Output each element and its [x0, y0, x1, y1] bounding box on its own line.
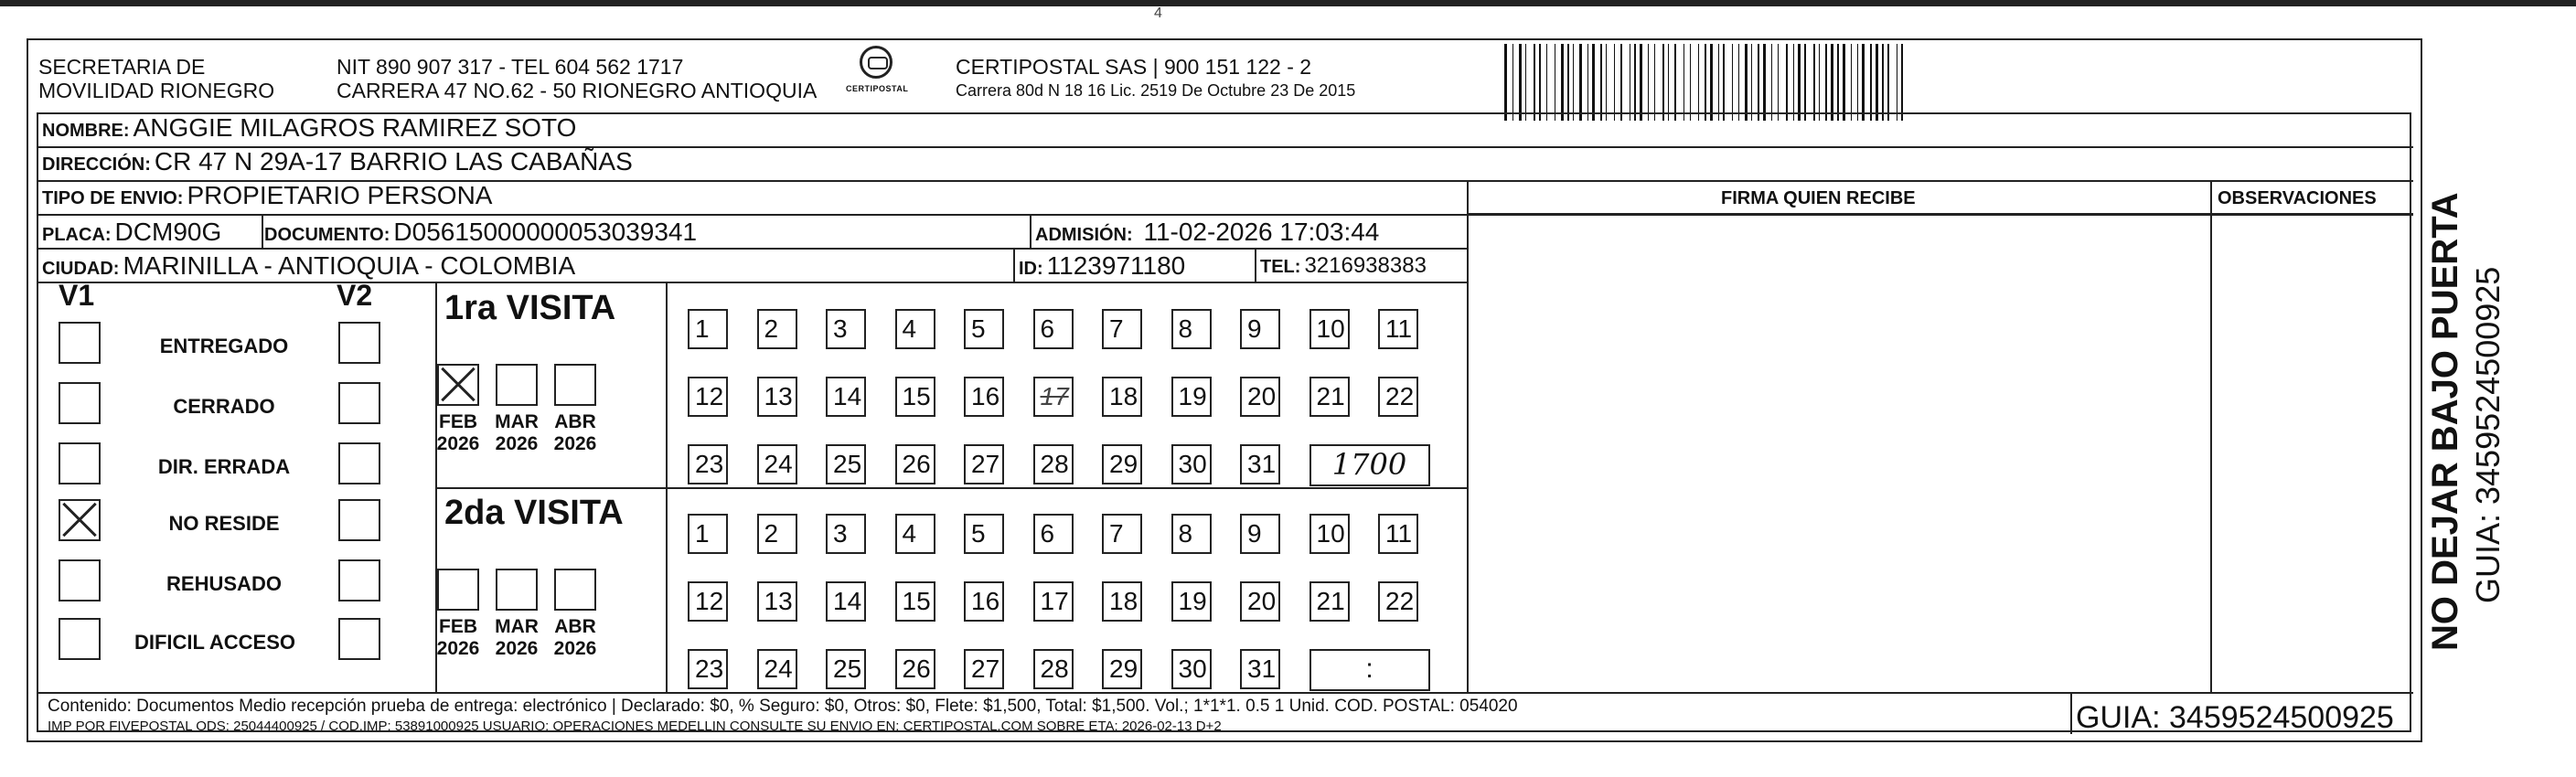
month-name: ABR — [554, 616, 596, 637]
visit-0-day-10[interactable]: 10 — [1309, 309, 1350, 349]
direccion-label: DIRECCIÓN: — [42, 154, 151, 175]
side-warning: NO DEJAR BAJO PUERTA — [2425, 192, 2465, 651]
id-label: ID: — [1019, 259, 1043, 279]
firma-left-border — [1467, 182, 1469, 692]
visit-0-day-28[interactable]: 28 — [1033, 444, 1074, 484]
status-label-1: CERRADO — [173, 395, 275, 418]
visit-1-month-label-0 — [433, 616, 483, 660]
visit-0-day-3[interactable]: 3 — [826, 309, 866, 349]
visit-1-day-1[interactable]: 1 — [688, 514, 728, 554]
visit-1-day-8[interactable]: 8 — [1171, 514, 1212, 554]
v1-header: V1 — [59, 279, 95, 312]
status-label-0: ENTREGADO — [159, 335, 289, 357]
courier-line-2: Carrera 80d N 18 16 Lic. 2519 De Octubre 23 De 2015 — [956, 81, 1356, 100]
month-name: FEB — [439, 411, 477, 432]
visit-1-day-12[interactable]: 12 — [688, 581, 728, 622]
visit-0-day-13[interactable]: 13 — [757, 377, 797, 417]
visit-1-day-21[interactable]: 21 — [1309, 581, 1350, 622]
visit-0-month-label-2 — [550, 411, 600, 455]
month-year: 2026 — [436, 433, 480, 454]
footer-top-line — [38, 692, 2413, 694]
visit-0-day-2[interactable]: 2 — [757, 309, 797, 349]
placa-field — [42, 218, 221, 249]
v2-checkbox-3[interactable] — [338, 499, 380, 541]
v2-checkbox-4[interactable] — [338, 559, 380, 601]
visit-1-day-9[interactable]: 9 — [1240, 514, 1280, 554]
visit-0-day-21[interactable]: 21 — [1309, 377, 1350, 417]
v1-checkbox-3[interactable] — [59, 499, 101, 541]
visit-1-day-30[interactable]: 30 — [1171, 649, 1212, 689]
v1-checkbox-0[interactable] — [59, 322, 101, 364]
footer-line-1: Contenido: Documentos Medio recepción prueba de entrega: electrónico | Declarado: $0, % Seguro: $0, Otros: $0, Flete: $1,500, Total: $1,500. Vol.; 1*1*1. 0.5 1 Unid. COD. POSTAL: 054020 — [48, 697, 1518, 716]
sender-line-1: SECRETARIA DE — [38, 55, 206, 79]
visit-0-day-26[interactable]: 26 — [895, 444, 935, 484]
top-border-line — [0, 0, 2576, 6]
visit-0-day-17[interactable]: 17 — [1033, 377, 1074, 417]
documento-label: DOCUMENTO: — [264, 225, 390, 245]
visit-0-day-16[interactable]: 16 — [964, 377, 1004, 417]
visit-0-month-checkbox-2[interactable] — [554, 364, 596, 406]
visit-1-month-checkbox-1[interactable] — [496, 569, 538, 611]
visit-1-day-28[interactable]: 28 — [1033, 649, 1074, 689]
courier-line-1: CERTIPOSTAL SAS | 900 151 122 - 2 — [956, 55, 1312, 79]
month-name: FEB — [439, 616, 477, 637]
ciudad-divider — [1013, 250, 1015, 283]
visit-0-day-4[interactable]: 4 — [895, 309, 935, 349]
nit-block — [337, 55, 817, 102]
doc-divider — [1030, 216, 1031, 250]
visit-1-day-25[interactable]: 25 — [826, 649, 866, 689]
footer-guia-divider — [2070, 692, 2072, 734]
admision-value: 11-02-2026 17:03:44 — [1143, 218, 1380, 246]
v2-header: V2 — [337, 279, 373, 312]
tipo-row — [38, 182, 2413, 216]
sender-block — [38, 55, 274, 102]
visit-1-day-27[interactable]: 27 — [964, 649, 1004, 689]
visit-1-day-24[interactable]: 24 — [757, 649, 797, 689]
month-year: 2026 — [495, 433, 539, 454]
visit-0-day-1[interactable]: 1 — [688, 309, 728, 349]
form-frame — [37, 112, 2411, 732]
admision-field — [1035, 218, 1379, 249]
direccion-row — [38, 148, 2413, 182]
tipo-label: TIPO DE ENVIO: — [42, 188, 184, 208]
ciudad-field — [42, 252, 575, 282]
visit-1-day-17[interactable]: 17 — [1033, 581, 1074, 622]
visit-divider — [435, 487, 1467, 489]
month-year: 2026 — [436, 638, 480, 659]
visit-0-day-18[interactable]: 18 — [1102, 377, 1142, 417]
visit-0-day-5[interactable]: 5 — [964, 309, 1004, 349]
status-label-2: DIR. ERRADA — [157, 455, 291, 478]
visit-0-day-19[interactable]: 19 — [1171, 377, 1212, 417]
visit-1-day-2[interactable]: 2 — [757, 514, 797, 554]
visit-0-month-label-1 — [492, 411, 541, 455]
direccion-value: CR 47 N 29A-17 BARRIO LAS CABAÑAS — [154, 147, 633, 176]
visit-1-month-checkbox-0[interactable] — [437, 569, 479, 611]
firma-header: FIRMA QUIEN RECIBE — [1721, 188, 1916, 208]
documento-field — [264, 218, 697, 249]
visit-1-day-16[interactable]: 16 — [964, 581, 1004, 622]
v1-checkbox-5[interactable] — [59, 618, 101, 660]
top-mark: 4 — [1154, 5, 1162, 21]
nombre-label: NOMBRE: — [42, 121, 130, 141]
visit-0-day-22[interactable]: 22 — [1378, 377, 1418, 417]
visit-1-day-4[interactable]: 4 — [895, 514, 935, 554]
visit-1-day-20[interactable]: 20 — [1240, 581, 1280, 622]
month-name: MAR — [495, 411, 539, 432]
side-guia: GUIA: 3459524500925 — [2469, 266, 2507, 603]
visit-1-month-label-1 — [492, 616, 541, 660]
id-value: 1123971180 — [1046, 251, 1186, 280]
visit-1-day-26[interactable]: 26 — [895, 649, 935, 689]
visit-0-day-15[interactable]: 15 — [895, 377, 935, 417]
admision-label: ADMISIÓN: — [1035, 225, 1133, 245]
visit-0-day-6[interactable]: 6 — [1033, 309, 1074, 349]
v2-checkbox-2[interactable] — [338, 442, 380, 484]
visit-1-day-6[interactable]: 6 — [1033, 514, 1074, 554]
v2-checkbox-1[interactable] — [338, 382, 380, 424]
logo-text: CERTIPOSTAL — [846, 84, 909, 93]
visit-0-hour-box[interactable]: 1700 — [1309, 444, 1430, 486]
month-name: ABR — [554, 411, 596, 432]
visit-1-day-23[interactable]: 23 — [688, 649, 728, 689]
month-year: 2026 — [495, 638, 539, 659]
visit-0-day-7[interactable]: 7 — [1102, 309, 1142, 349]
v2-checkbox-5[interactable] — [338, 618, 380, 660]
visit-1-day-31[interactable]: 31 — [1240, 649, 1280, 689]
visit-0-day-29[interactable]: 29 — [1102, 444, 1142, 484]
visit-0-day-8[interactable]: 8 — [1171, 309, 1212, 349]
obs-left-border — [2210, 182, 2212, 692]
visit-1-day-11[interactable]: 11 — [1378, 514, 1418, 554]
status-label-3: NO RESIDE — [168, 512, 280, 535]
visit-0-day-11[interactable]: 11 — [1378, 309, 1418, 349]
visit-1-day-29[interactable]: 29 — [1102, 649, 1142, 689]
nombre-row — [38, 114, 2413, 148]
v1-checkbox-1[interactable] — [59, 382, 101, 424]
barcode — [1504, 44, 2236, 121]
visit-1-month-checkbox-2[interactable] — [554, 569, 596, 611]
visit-0-day-31[interactable]: 31 — [1240, 444, 1280, 484]
id-divider — [1255, 250, 1256, 283]
tel-label: TEL: — [1260, 257, 1301, 277]
visit-0-day-27[interactable]: 27 — [964, 444, 1004, 484]
tel-value: 3216938383 — [1304, 253, 1427, 278]
visit-1-hour-box[interactable]: : — [1309, 649, 1430, 691]
visit-1-month-label-2 — [550, 616, 600, 660]
sender-line-2: MOVILIDAD RIONEGRO — [38, 79, 275, 102]
visit-0-day-25[interactable]: 25 — [826, 444, 866, 484]
placa-divider — [262, 216, 263, 250]
visit-1-day-7[interactable]: 7 — [1102, 514, 1142, 554]
id-field — [1019, 252, 1185, 282]
footer-line-2: IMP POR FIVEPOSTAL ODS: 25044400925 / COD.IMP: 53891000925 USUARIO: OPERACIONES MEDELLIN CONSULTE SU ENVIO EN: CERTIPOSTAL.COM SOBRE ETA: 2026-02-13 D+2 — [48, 718, 1222, 734]
visit-1-day-10[interactable]: 10 — [1309, 514, 1350, 554]
status-label-4: REHUSADO — [166, 572, 282, 595]
month-year: 2026 — [553, 638, 597, 659]
visit-title-0: 1ra VISITA — [444, 289, 616, 327]
month-name: MAR — [495, 616, 539, 637]
visit-1-day-22[interactable]: 22 — [1378, 581, 1418, 622]
visit-0-day-20[interactable]: 20 — [1240, 377, 1280, 417]
visit-0-day-23[interactable]: 23 — [688, 444, 728, 484]
v1-checkbox-4[interactable] — [59, 559, 101, 601]
nombre-value: ANGGIE MILAGROS RAMIREZ SOTO — [133, 113, 577, 142]
ciudad-label: CIUDAD: — [42, 259, 120, 279]
visit-0-day-12[interactable]: 12 — [688, 377, 728, 417]
tel-field — [1260, 252, 1427, 281]
placa-label: PLACA: — [42, 225, 112, 245]
visit-1-day-13[interactable]: 13 — [757, 581, 797, 622]
footer-guia: GUIA: 3459524500925 — [2076, 700, 2394, 735]
ciudad-value: MARINILLA - ANTIOQUIA - COLOMBIA — [123, 251, 576, 280]
certipostal-logo-icon — [860, 46, 893, 79]
v2-checkbox-0[interactable] — [338, 322, 380, 364]
placa-value: DCM90G — [114, 218, 222, 246]
v1-checkbox-2[interactable] — [59, 442, 101, 484]
month-year: 2026 — [553, 433, 597, 454]
visit-0-day-9[interactable]: 9 — [1240, 309, 1280, 349]
visit-title-1: 2da VISITA — [444, 494, 624, 532]
visit-0-month-checkbox-0[interactable] — [437, 364, 479, 406]
tipo-value: PROPIETARIO PERSONA — [187, 181, 493, 209]
nit-line-2: CARRERA 47 NO.62 - 50 RIONEGRO ANTIOQUIA — [337, 79, 818, 102]
documento-value: D05615000000053039341 — [393, 218, 698, 246]
observaciones-header: OBSERVACIONES — [2218, 188, 2377, 208]
visit-1-day-14[interactable]: 14 — [826, 581, 866, 622]
visit-0-month-checkbox-1[interactable] — [496, 364, 538, 406]
visit-0-day-24[interactable]: 24 — [757, 444, 797, 484]
visit-1-day-5[interactable]: 5 — [964, 514, 1004, 554]
visit-0-day-30[interactable]: 30 — [1171, 444, 1212, 484]
visit-1-day-18[interactable]: 18 — [1102, 581, 1142, 622]
visit-0-day-14[interactable]: 14 — [826, 377, 866, 417]
nit-line-1: NIT 890 907 317 - TEL 604 562 1717 — [337, 55, 684, 79]
visit-1-day-19[interactable]: 19 — [1171, 581, 1212, 622]
courier-block — [956, 55, 1355, 102]
status-label-5: DIFICIL ACCESO — [134, 631, 295, 654]
visit-0-month-label-0 — [433, 411, 483, 455]
firma-header-line — [1467, 213, 2413, 215]
visit-1-day-15[interactable]: 15 — [895, 581, 935, 622]
visit-1-day-3[interactable]: 3 — [826, 514, 866, 554]
